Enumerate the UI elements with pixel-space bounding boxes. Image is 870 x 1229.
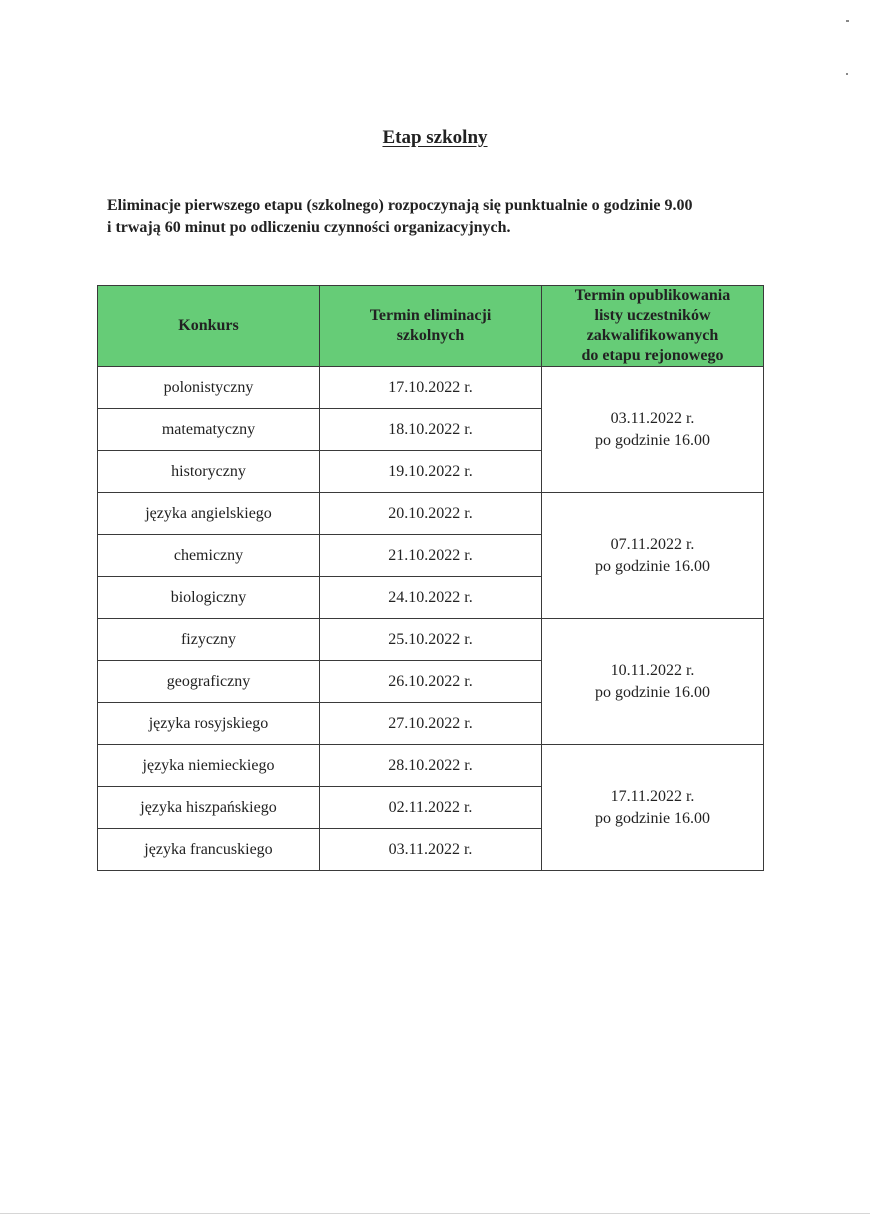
publication-date: 07.11.2022 r. [610, 535, 695, 553]
intro-line-1: Eliminacje pierwszego etapu (szkolnego) rozpoczynają się punktualnie o godzinie 9.00 [107, 197, 693, 214]
header-publikacja-line-1: Termin opublikowania [574, 287, 731, 304]
termin-cell: 03.11.2022 r. [320, 829, 542, 871]
table-row [98, 493, 764, 535]
header-konkurs-label: Konkurs [178, 317, 239, 334]
header-termin-line-1: Termin eliminacji [369, 307, 492, 324]
publication-cell [542, 745, 764, 871]
page-title: Etap szkolny [382, 127, 488, 148]
table-header-row [98, 286, 764, 367]
header-konkurs [98, 286, 320, 367]
intro-paragraph [107, 195, 807, 239]
publication-time: po godzinie 16.00 [594, 683, 711, 701]
konkurs-cell: biologiczny [98, 577, 320, 619]
publication-time: po godzinie 16.00 [594, 431, 711, 449]
termin-cell: 21.10.2022 r. [320, 535, 542, 577]
header-publikacja [542, 286, 764, 367]
header-publikacja-line-3: zakwalifikowanych [586, 327, 719, 344]
termin-cell: 20.10.2022 r. [320, 493, 542, 535]
termin-cell: 24.10.2022 r. [320, 577, 542, 619]
termin-cell: 27.10.2022 r. [320, 703, 542, 745]
publication-date: 10.11.2022 r. [610, 661, 695, 679]
table-row [98, 745, 764, 787]
publication-time: po godzinie 16.00 [594, 809, 711, 827]
intro-line-2: i trwają 60 minut po odliczeniu czynności organizacyjnych. [107, 219, 511, 236]
termin-cell: 19.10.2022 r. [320, 451, 542, 493]
publication-cell [542, 367, 764, 493]
table-row [98, 367, 764, 409]
termin-cell: 17.10.2022 r. [320, 367, 542, 409]
konkurs-cell: języka niemieckiego [98, 745, 320, 787]
termin-cell: 02.11.2022 r. [320, 787, 542, 829]
konkurs-cell: języka rosyjskiego [98, 703, 320, 745]
publication-cell [542, 493, 764, 619]
termin-cell: 18.10.2022 r. [320, 409, 542, 451]
header-publikacja-line-4: do etapu rejonowego [581, 347, 724, 364]
publication-date: 03.11.2022 r. [610, 409, 695, 427]
termin-cell: 25.10.2022 r. [320, 619, 542, 661]
scan-speck [846, 73, 848, 75]
konkurs-cell: geograficzny [98, 661, 320, 703]
konkurs-cell: matematyczny [98, 409, 320, 451]
konkurs-cell: języka francuskiego [98, 829, 320, 871]
publication-date: 17.11.2022 r. [610, 787, 695, 805]
header-publikacja-line-2: listy uczestników [594, 307, 711, 324]
konkurs-cell: chemiczny [98, 535, 320, 577]
publication-time: po godzinie 16.00 [594, 557, 711, 575]
konkurs-cell: języka hiszpańskiego [98, 787, 320, 829]
termin-cell: 28.10.2022 r. [320, 745, 542, 787]
schedule-table [97, 285, 764, 871]
scan-speck [846, 20, 849, 22]
publication-cell [542, 619, 764, 745]
konkurs-cell: historyczny [98, 451, 320, 493]
konkurs-cell: fizyczny [98, 619, 320, 661]
header-termin [320, 286, 542, 367]
termin-cell: 26.10.2022 r. [320, 661, 542, 703]
table-row [98, 619, 764, 661]
header-termin-line-2: szkolnych [396, 327, 465, 344]
scan-edge-line [0, 1213, 870, 1214]
konkurs-cell: języka angielskiego [98, 493, 320, 535]
konkurs-cell: polonistyczny [98, 367, 320, 409]
